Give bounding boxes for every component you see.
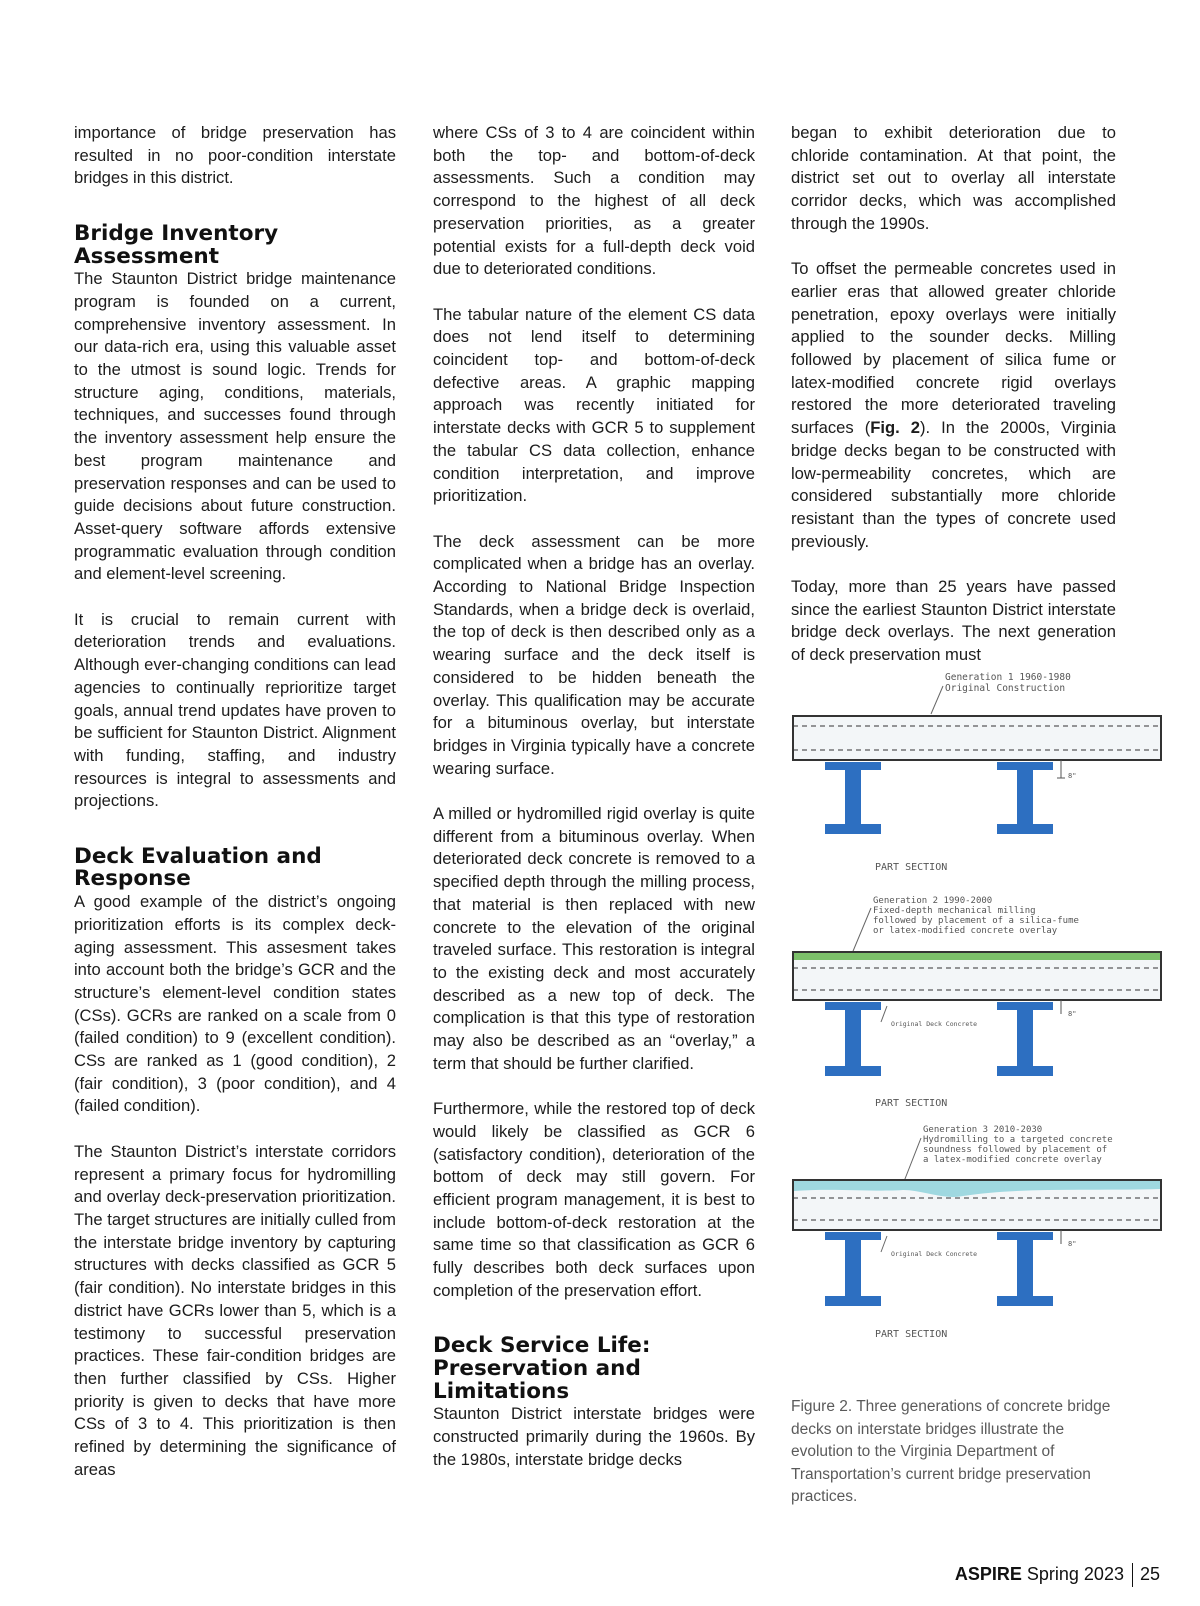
gen1-girder-right (997, 762, 1053, 834)
svg-text:Generation 3 2010-2030: Generation 3 2010-2030 (923, 1125, 1043, 1135)
figure-caption: Figure 2. Three generations of concrete bridge decks on interstate bridges illustrate the evolution to the Virginia Department of Transportation’s current bridge preservation practices. (791, 1398, 1111, 1506)
svg-text:PART SECTION: PART SECTION (875, 1098, 948, 1109)
svg-text:Original Construction: Original Construction (945, 683, 1066, 694)
today-paragraph: Today, more than 25 years have passed since the earliest Staunton District interstate bridge deck overlays. The next generation of deck preservation must (791, 577, 1116, 665)
page-footer (955, 1563, 1160, 1587)
inventory-paragraph: The Staunton District bridge maintenance program is founded on a current, comprehensive inventory assessment. In our data-rich era, using this valuable asset to the utmost is sound logic. Trends for structure aging, conditions, materials, techniques, and successes found through the inventory assessment help ensure the best program maintenance and preservation responses and can be used to guide decisions about future construction. Asset-query software affords extensive programmatic evaluation through condition and element-level screening. (74, 269, 396, 584)
footer-divider (1132, 1563, 1133, 1587)
svg-text:8": 8" (1068, 1240, 1077, 1248)
example-paragraph: A good example of the district’s ongoing prioritization efforts is its complex deck-aging assessment. This assesment takes into account both the bridge’s GCR and the structure’s element-level condition states (CSs). GCRs are ranked on a scale from 0 (failed condition) to 9 (excellent condition). CSs are ranked as 1 (good condition), 2 (fair condition), 3 (poor condition), and 4 (failed condition). (74, 892, 396, 1116)
gen1-girder-left (825, 762, 881, 834)
current-paragraph: It is crucial to remain current with deterioration trends and evaluations. Although ever-changing conditions can lead agencies to continually reprioritize target goals, annual trend updates have proven to be sufficient for Staunton District. Alignment with funding, staffing, and industry resources is integral to assessments and projections. (74, 609, 396, 811)
service-paragraph: Staunton District interstate bridges were constructed primarily during the 1960s. By the 1980s, interstate bridge decks (433, 1404, 755, 1469)
svg-text:Original Deck Concrete: Original Deck Concrete (891, 1020, 978, 1028)
offset-paragraph: To offset the permeable concretes used in earlier eras that allowed greater chloride penetration, epoxy overlays were initially applied to the sounder decks. Milling followed by placement of silica fume or latex-modified concrete rigid overlays restored the more deteriorated traveling surfaces (Fig. 2). In the 2000s, Virginia bridge decks began to be constructed with low-permeability concretes, which are considered substantially more chloride resistant than the types of concrete used previously. (791, 259, 1116, 551)
gen2-girder-right (997, 1002, 1053, 1076)
svg-text:PART SECTION: PART SECTION (875, 862, 948, 873)
continued-paragraph-col3: began to exhibit deterioration due to chloride contamination. At that point, the district set out to overlay all interstate corridor decks, which was accomplished through the 1990s. (791, 123, 1116, 233)
continued-paragraph: where CSs of 3 to 4 are coincident within both the top- and bottom-of-deck assessments. Such a condition may correspond to the highest of all deck preservation priorities, as a greater potential exists for a full-depth deck void due to deteriorated conditions. (433, 123, 755, 279)
issue-label: Spring 2023 (1026, 1564, 1124, 1584)
svg-text:Fixed-depth mechanical milling: Fixed-depth mechanical milling (873, 906, 1036, 916)
heading-bridge-inventory: Bridge Inventory Assessment (74, 220, 279, 269)
svg-text:8": 8" (1068, 772, 1077, 780)
gen2-girder-left (825, 1002, 881, 1076)
generation-2-section (793, 896, 1161, 1109)
tabular-paragraph: The tabular nature of the element CS data does not lend itself to determining coincident top- and bottom-of-deck defective areas. A graphic mapping approach was recently initiated for interstate decks with GCR 5 to supplement the tabular CS data collection, enhance condition interpretation, and improve prioritization. (433, 304, 755, 506)
svg-text:a latex-modified concrete over: a latex-modified concrete overlay (923, 1155, 1102, 1165)
page-number: 25 (1139, 1564, 1160, 1584)
svg-text:soundness followed by placemen: soundness followed by placement of (923, 1145, 1108, 1155)
svg-text:8": 8" (1068, 1010, 1077, 1018)
figure-reference-link[interactable]: Fig. 2 (870, 418, 921, 438)
milled-paragraph: A milled or hydromilled rigid overlay is quite different from a bituminous overlay. When deteriorated deck concrete is removed to a specified depth through the milling process, that material is then replaced with new concrete to the elevation of the original traveled surface. This restoration is integral to the existing deck and most accurately described as a new top of deck. The complication is that this type of restoration may also be described as an “overlay,” a term that should be further clarified. (433, 804, 755, 1073)
svg-text:Original Deck Concrete: Original Deck Concrete (891, 1250, 978, 1258)
generation-3-section (793, 1125, 1161, 1340)
gen3-girder-left (825, 1232, 881, 1306)
column-2 (433, 122, 755, 1471)
svg-text:Generation 2 1990-2000: Generation 2 1990-2000 (873, 896, 993, 906)
svg-text:Generation 1 1960-1980: Generation 1 1960-1980 (945, 672, 1071, 683)
overlay-paragraph: The deck assessment can be more complicated when a bridge has an overlay. According to National Bridge Inspection Standards, when a bridge deck is overlaid, the top of deck is then described only as a wearing surface and the deck itself is considered to be hidden beneath the overlay. This qualification may be accurate for a bituminous overlay, but interstate bridges in Virginia typically have a concrete wearing surface. (433, 531, 755, 778)
intro-paragraph: importance of bridge preservation has resulted in no poor-condition interstate bridges in this district. (74, 123, 396, 188)
figure-2-deck-generations (793, 672, 1173, 1378)
corridors-paragraph: The Staunton District’s interstate corridors represent a primary focus for hydromilling and overlay deck-preservation prioritization. The target structures are initially culled from the interstate bridge inventory by capturing structures with decks classified as GCR 5 (fair condition). No interstate bridges in this district have GCRs lower than 5, which is a testimony to successful preservation practices. These fair-condition bridges are then further classified by CSs. Higher priority is given to decks that have more CSs of 3 to 4. This prioritization is then refined by determining the significance of areas (74, 1141, 396, 1479)
deck-sections-drawing (793, 672, 1173, 1378)
svg-text:or latex-modified concrete ove: or latex-modified concrete overlay (873, 926, 1058, 936)
gen2-overlay (794, 953, 1160, 960)
column-1 (74, 122, 396, 1481)
generation-1-section (793, 672, 1161, 873)
heading-deck-service-life: Deck Service Life: Preservation and Limitations (433, 1333, 651, 1404)
gen1-deck (793, 716, 1161, 760)
svg-text:Hydromilling to a targeted con: Hydromilling to a targeted concrete (923, 1135, 1113, 1145)
svg-text:PART SECTION: PART SECTION (875, 1329, 948, 1340)
column-3 (791, 122, 1116, 667)
svg-text:followed by placement of a sil: followed by placement of a silica-fume (873, 916, 1079, 926)
furthermore-paragraph: Furthermore, while the restored top of deck would likely be classified as GCR 6 (satisfactory condition), deterioration of the bottom of deck may still govern. For efficient program management, it is best to include bottom-of-deck restoration at the same time so that classification as GCR 6 fully describes both deck surfaces upon completion of the preservation effort. (433, 1099, 755, 1300)
magazine-brand: ASPIRE (954, 1564, 1022, 1584)
gen3-girder-right (997, 1232, 1053, 1306)
heading-deck-evaluation: Deck Evaluation and Response (74, 843, 322, 892)
